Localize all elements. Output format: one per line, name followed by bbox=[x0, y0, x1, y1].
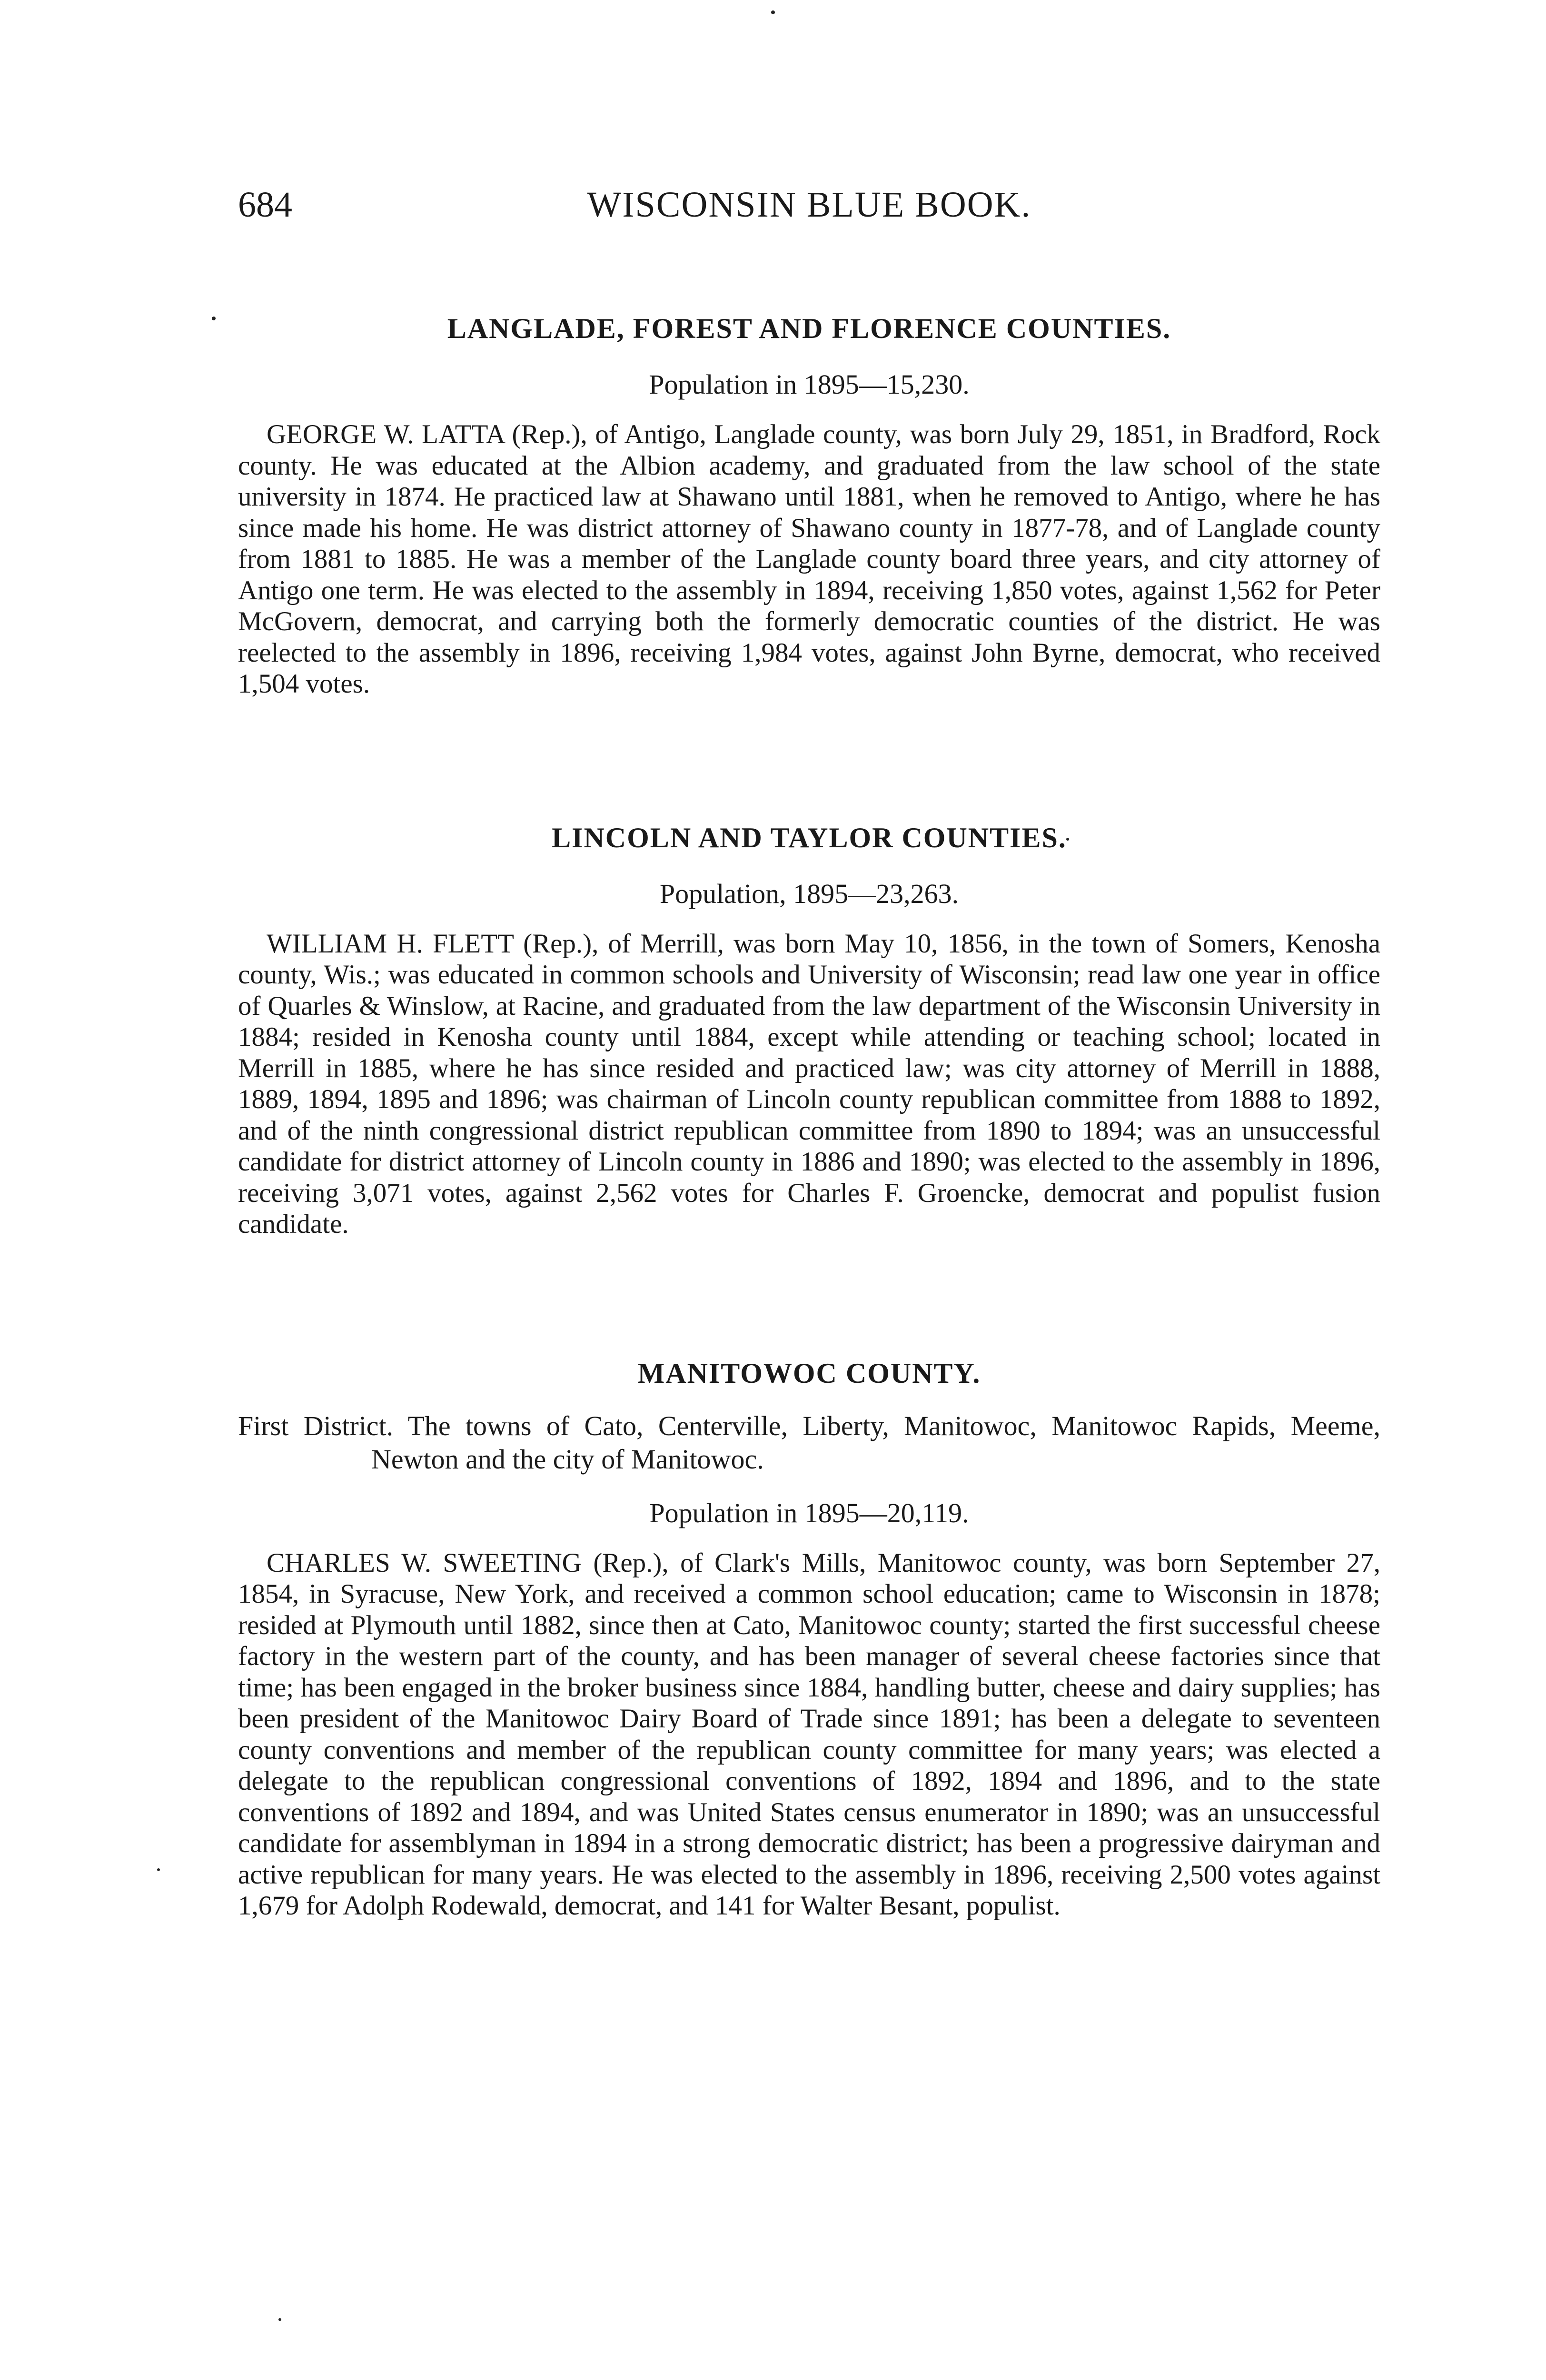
section-langlade bbox=[238, 309, 1380, 700]
district-description: First District. The towns of Cato, Centerville, Liberty, Manitowoc, Manitowoc Rapids, Meeme, Newton and the city of Manitowoc. bbox=[238, 1410, 1380, 1475]
running-head bbox=[238, 181, 1380, 238]
biography-flett: WILLIAM H. FLETT (Rep.), of Merrill, was born May 10, 1856, in the town of Somers, Kenosha county, Wis.; was educated in common schools and University of Wisconsin; read law one year in office of Quarles & Winslow, at Racine, and graduated from the law department of the Wisconsin University in 1884; resided in Kenosha county until 1884, except while attending or teaching school; located in Merrill in 1885, where he has since resided and practiced law; was city attorney of Merrill in 1888, 1889, 1894, 1895 and 1896; was chairman of Lincoln county republican committee from 1888 to 1892, and of the ninth congressional district republican committee from 1890 to 1894; was an unsuccessful candidate for district attorney of Lincoln county in 1886 and 1890; was elected to the assembly in 1896, receiving 3,071 votes, against 2,562 votes for Charles F. Groencke, democrat and populist fusion candidate. bbox=[238, 928, 1380, 1239]
document-page bbox=[238, 181, 1380, 1949]
population-line: Population, 1895—23,263. bbox=[659, 878, 959, 909]
page-number: 684 bbox=[238, 185, 292, 225]
book-title: WISCONSIN BLUE BOOK. bbox=[587, 185, 1031, 225]
scan-speck bbox=[157, 1868, 160, 1871]
section-heading: LANGLADE, FOREST AND FLORENCE COUNTIES. bbox=[447, 313, 1171, 344]
scan-speck bbox=[212, 317, 216, 320]
section-manitowoc bbox=[238, 1354, 1380, 1922]
population-line: Population in 1895—15,230. bbox=[649, 369, 970, 400]
section-heading: MANITOWOC COUNTY. bbox=[637, 1357, 981, 1389]
population-line: Population in 1895—20,119. bbox=[649, 1497, 969, 1528]
section-lincoln-taylor bbox=[238, 819, 1380, 1240]
scan-speck bbox=[771, 10, 775, 14]
biography-latta: GEORGE W. LATTA (Rep.), of Antigo, Langlade county, was born July 29, 1851, in Bradford, Rock county. He was educated at the Albion academy, and graduated from the law school of the state university in 1874. He practiced law at Shawano until 1881, when he removed to Antigo, where he has since made his home. He was district attorney of Shawano county in 1877-78, and of Langlade county from 1881 to 1885. He was a member of the Langlade county board three years, and city attorney of Antigo one term. He was elected to the assembly in 1894, receiving 1,850 votes, against 1,562 for Peter McGovern, democrat, and carrying both the formerly democratic counties of the district. He was reelected to the assembly in 1896, receiving 1,984 votes, against John Byrne, democrat, who received 1,504 votes. bbox=[238, 419, 1380, 699]
section-heading: LINCOLN AND TAYLOR COUNTIES. bbox=[552, 822, 1067, 853]
scan-speck bbox=[278, 2318, 281, 2321]
biography-sweeting: CHARLES W. SWEETING (Rep.), of Clark's Mills, Manitowoc county, was born September 27, 1854, in Syracuse, New York, and received a common school education; came to Wisconsin in 1878; resided at Plymouth until 1882, since then at Cato, Manitowoc county; started the first successful cheese factory in the western part of the county, and has been manager of several cheese factories since that time; has been engaged in the broker business since 1884, handling butter, cheese and dairy supplies; has been president of the Manitowoc Dairy Board of Trade since 1891; has been a delegate to seventeen county conventions and member of the republican county committee for many years; was elected a delegate to the republican congressional conventions of 1892, 1894 and 1896, and to the state conventions of 1892 and 1894, and was United States census enumerator in 1890; was an unsuccessful candidate for assemblyman in 1894 in a strong democratic district; has been a progressive dairyman and active republican for many years. He was elected to the assembly in 1896, receiving 2,500 votes against 1,679 for Adolph Rodewald, democrat, and 141 for Walter Besant, populist. bbox=[238, 1547, 1380, 1921]
